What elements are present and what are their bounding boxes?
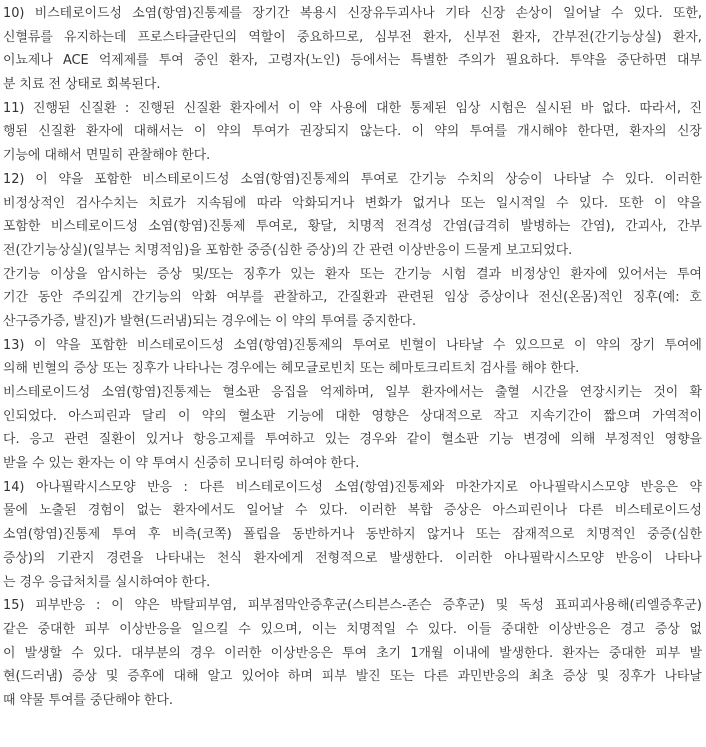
text-line: 인되었다. 아스피린과 달리 이 약의 혈소판 기능에 대한 영향은 상대적으로 작고 지속기간이 짧으며 가역적이 xyxy=(3,408,702,424)
text-line: 11) 진행된 신질환 : 진행된 신질환 환자에서 이 약 사용에 대한 통제된 임상 시험은 실시된 바 없다. 따라서, 진 xyxy=(3,100,702,116)
text-line: 13) 이 약을 포함한 비스테로이드성 소염(항염)진통제의 투여로 빈혈이 나타날 수 있으므로 이 약의 장기 투여에 xyxy=(3,337,702,353)
text-line: 15) 피부반응 : 이 약은 박탈피부염, 피부점막안증후군(스티븐스-존슨 증후군) 및 독성 표피괴사용해(리엘증후군) xyxy=(3,598,702,614)
text-line: 다. 응고 관련 질환이 있거나 항응고제를 투여하고 있는 경우와 같이 혈소판 기능 변경에 의해 부정적인 영향을 xyxy=(3,432,702,448)
text-line: 행된 신질환 환자에 대해서는 이 약의 투여가 권장되지 않는다. 이 약의 투여를 개시해야 한다면, 환자의 신장 xyxy=(3,124,702,140)
text-line: 14) 아나필락시스모양 반응 : 다른 비스테로이드성 소염(항염)진통제와 마찬가지로 아나필락시스모양 반응은 약 xyxy=(3,479,702,495)
text-line: 는 경우 응급처치를 실시하여야 한다. xyxy=(3,574,211,590)
text-line: 간기능 이상을 암시하는 증상 및/또는 징후가 있는 환자 또는 간기능 시험 결과 비정상인 환자에 있어서는 투여 xyxy=(3,266,702,282)
text-line: 받을 수 있는 환자는 이 약 투여시 신중히 모니터링 하여야 한다. xyxy=(3,456,360,472)
text-line: 전(간기능상실)(일부는 치명적임)을 포함한 중증(심한 증상)의 간 관련 이상반응이 드물게 보고되었다. xyxy=(3,242,573,258)
text-line: 같은 중대한 피부 이상반응을 일으킬 수 있으며, 이는 치명적일 수 있다. 이들 중대한 이상반응은 경고 증상 없 xyxy=(3,621,702,637)
text-line: 비스테로이드성 소염(항염)진통제는 혈소판 응집을 억제하며, 일부 환자에서는 출혈 시간을 연장시키는 것이 확 xyxy=(3,385,702,400)
text-line: 의해 빈혈의 증상 또는 징후가 나타나는 경우에는 헤모글로빈치 또는 헤마토크리트치 검사를 해야 한다. xyxy=(3,361,580,377)
text-line: 10) 비스테로이드성 소염(항염)진통제를 장기간 복용시 신장유두괴사나 기타 신장 손상이 일어날 수 있다. 또한, xyxy=(3,6,702,21)
text-line: 비정상적인 검사수치는 치료가 지속됨에 따라 악화되거나 변화가 없거나 또는 일시적일 수 있다. 또한 이 약을 xyxy=(3,195,702,211)
text-line: 분 치료 전 상태로 회복된다. xyxy=(3,77,161,93)
text-line: 12) 이 약을 포함한 비스테로이드성 소염(항염)진통제의 투여로 간기능 수치의 상승이 나타날 수 있다. 이러한 xyxy=(3,171,702,187)
text-line: 때 약물 투여를 중단해야 한다. xyxy=(3,692,173,708)
text-line: 이뇨제나 ACE 억제제를 투여 중인 환자, 고령자(노인) 등에서는 특별한 주의가 필요하다. 투약을 중단하면 대부 xyxy=(3,53,702,69)
text-line: 소염(항염)진통제 투여 후 비측(코쪽) 폴립을 동반하거나 동반하지 않거나 또는 잠재적으로 치명적인 중증(심한 xyxy=(3,527,702,543)
text-line: 현(드러냄) 증상 및 증후에 대해 알고 있어야 하며 피부 발진 또는 다른 과민반응의 최초 증상 및 징후가 나타날 xyxy=(3,669,702,685)
text-line: 산구증가증, 발진)가 발현(드러냄)되는 경우에는 이 약의 투여를 중지한다. xyxy=(3,313,417,329)
text-line: 증상)의 기관지 경련을 나타내는 천식 환자에게 전형적으로 발생한다. 이러한 아나필락시스모양 반응이 나타나 xyxy=(3,550,702,566)
text-line: 신혈류를 유지하는데 프로스타글란딘의 역할이 중요하므로, 심부전 환자, 신부전 환자, 간부전(간기능상실) 환자, xyxy=(3,29,702,45)
text-line: 이 발생할 수 있다. 대부분의 경우 이러한 이상반응은 투여 초기 1개월 이내에 발생한다. 환자는 중대한 피부 발 xyxy=(3,645,702,661)
text-line: 기능에 대해서 면밀히 관찰해야 한다. xyxy=(3,148,211,164)
text-line: 기간 동안 주의깊게 간기능의 악화 여부를 관찰하고, 간질환과 관련된 임상 증상이나 전신(온몸)적인 징후(예: 호 xyxy=(3,290,702,306)
text-line: 포함한 비스테로이드성 소염(항염)진통제 투여로, 황달, 치명적 전격성 간염(급격히 발병하는 간염), 간괴사, 간부 xyxy=(3,219,702,235)
text-line: 물에 노출된 경험이 없는 환자에서도 일어날 수 있다. 이러한 복합 증상은 아스피린이나 다른 비스테로이드성 xyxy=(3,503,702,519)
